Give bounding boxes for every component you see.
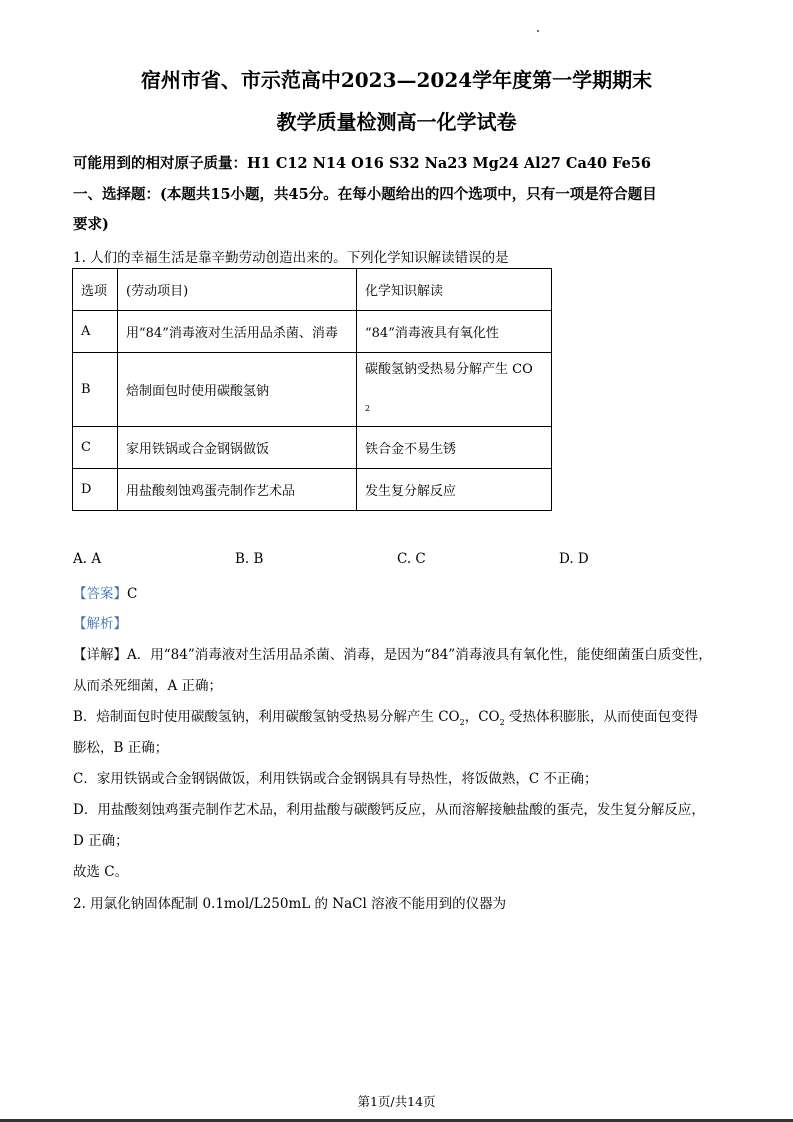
table-header-row: [73, 269, 552, 311]
table-header-cell: (劳动项目): [118, 269, 357, 311]
table-cell-option: B: [73, 353, 118, 427]
scan-speck: [537, 30, 539, 32]
table-cell-option: A: [73, 311, 118, 353]
table-row: [73, 311, 552, 353]
choice-d: D. D: [559, 551, 589, 567]
choice-c: C. C: [397, 551, 426, 567]
conclusion-line: 故选 C。: [73, 864, 129, 880]
table-cell-project: 家用铁锅或合金钢锅做饭: [118, 427, 357, 469]
question1-table: [72, 268, 552, 511]
detail-b-line2: 膨松，B 正确；: [73, 740, 169, 756]
choice-a: A. A: [73, 551, 102, 567]
explain-text: 碳酸氢钠受热易分解产生 CO: [365, 362, 533, 377]
question2-stem: 2. 用氯化钠固体配制 0.1mol/L250mL 的 NaCl 溶液不能用到的仪器为: [73, 896, 507, 912]
section-heading-line1: 一、选择题：(本题共15小题，共45分。在每小题给出的四个选项中，只有一项是符合题目: [73, 186, 657, 203]
atomic-mass-line: 可能用到的相对原子质量：H1 C12 N14 O16 S32 Na23 Mg24 Al27 Ca40 Fe56: [73, 155, 651, 172]
page-number-footer: 第1页/共14页: [357, 1094, 436, 1109]
exam-title-line2: 教学质量检测高一化学试卷: [276, 110, 517, 134]
detail-tag: 【详解】: [73, 647, 127, 663]
subscript-2: 2: [365, 404, 371, 413]
detail-b-post: 受热体积膨胀，从而使面包变得: [504, 709, 698, 725]
table-row: [73, 469, 552, 511]
detail-a-line2: 从而杀死细菌，A 正确；: [73, 678, 223, 694]
table-header-cell: 化学知识解读: [357, 269, 552, 311]
table-cell-project: 焙制面包时使用碳酸氢钠: [118, 353, 357, 427]
table-row: [73, 353, 552, 427]
table-cell-project: 用盐酸刻蚀鸡蛋壳制作艺术品: [118, 469, 357, 511]
detail-b-mid: ，CO: [464, 709, 500, 725]
table-cell-explain: 铁合金不易生锈: [357, 427, 552, 469]
detail-d-line2: D 正确；: [73, 833, 129, 849]
detail-c-line: C．家用铁锅或合金钢锅做饭，利用铁锅或合金钢锅具有导热性，将饭做熟，C 不正确；: [73, 771, 598, 787]
table-cell-explain: “84”消毒液具有氧化性: [357, 311, 552, 353]
question1-stem: 1. 人们的幸福生活是靠辛勤劳动创造出来的。下列化学知识解读错误的是: [73, 250, 509, 266]
detail-d-line1: D．用盐酸刻蚀鸡蛋壳制作艺术品，利用盐酸与碳酸钙反应，从而溶解接触盐酸的蛋壳，发生复分解反应，: [73, 802, 705, 818]
answer-line: [73, 582, 137, 602]
detail-b-line1: [73, 705, 698, 727]
detail-a-line1: [73, 643, 712, 663]
subscript-2: 2: [499, 718, 505, 727]
exam-title-line1: 宿州市省、市示范高中2023—2024学年度第一学期期末: [140, 68, 653, 92]
subscript-2: 2: [459, 718, 465, 727]
table-cell-explain: [357, 353, 552, 427]
table-cell-project: 用“84”消毒液对生活用品杀菌、消毒: [118, 311, 357, 353]
answer-value: C: [127, 586, 138, 602]
table-cell-option: D: [73, 469, 118, 511]
table-cell-explain: 发生复分解反应: [357, 469, 552, 511]
analysis-tag: 【解析】: [73, 616, 127, 632]
choice-b: B. B: [235, 551, 264, 567]
answer-tag: 【答案】: [73, 586, 127, 602]
table-header-cell: 选项: [73, 269, 118, 311]
table-cell-option: C: [73, 427, 118, 469]
table-row: [73, 427, 552, 469]
detail-a-text: A．用“84”消毒液对生活用品杀菌、消毒，是因为“84”消毒液具有氧化性，能使细菌蛋白质变性，: [127, 647, 712, 663]
detail-b-pre: B．焙制面包时使用碳酸氢钠，利用碳酸氢钠受热易分解产生 CO: [73, 709, 460, 725]
section-heading-line2: 要求): [73, 216, 109, 233]
